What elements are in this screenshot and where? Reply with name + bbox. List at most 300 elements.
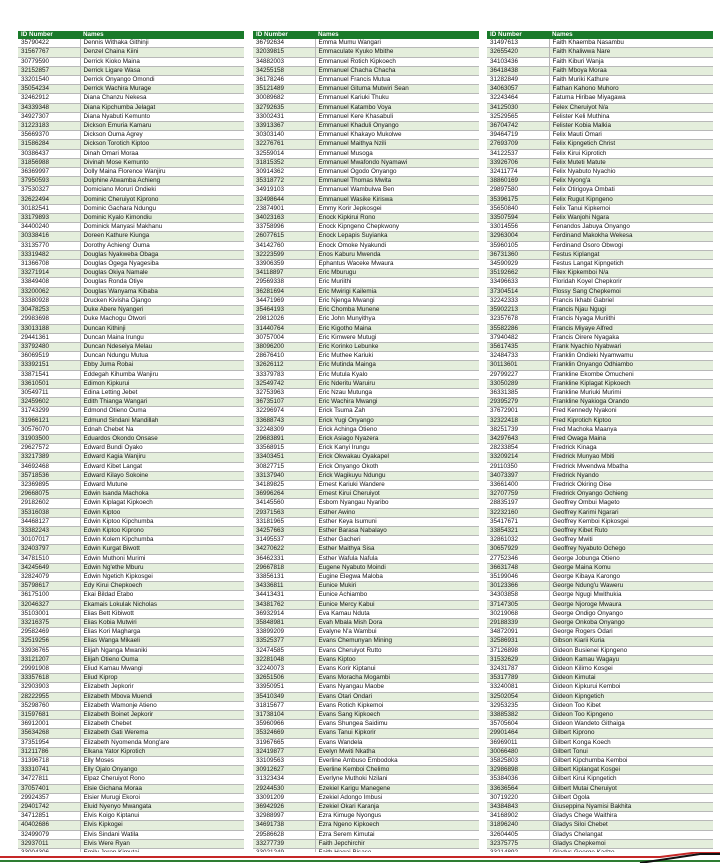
name-cell: Evans Rotich Kipkemoi	[315, 701, 479, 710]
table-row	[18, 701, 244, 710]
name-cell: Edwin Kurgat Biwott	[80, 545, 244, 554]
name-cell: Eric Chomba Munene	[315, 306, 479, 315]
name-cell: Emmanuel Musoga	[315, 149, 479, 158]
id-number-cell: 29395279	[487, 398, 549, 407]
name-cell: Eunice Mercy Kabui	[315, 600, 479, 609]
table-row	[487, 692, 713, 701]
name-cell: Franklin Onyango Odhiambo	[549, 361, 713, 370]
name-cell: Elvis Sindani Watila	[80, 830, 244, 839]
id-number-cell: 35634268	[18, 729, 80, 738]
id-number-cell: 38096200	[253, 342, 315, 351]
id-number-cell: 30219068	[487, 609, 549, 618]
table-row	[487, 821, 713, 830]
id-number-cell: 35417671	[487, 517, 549, 526]
name-cell: Emmanuel Rotich Kipkoech	[315, 57, 479, 66]
name-cell: Festus Kiplangat	[549, 250, 713, 259]
id-number-cell: 31586284	[18, 140, 80, 149]
name-cell: Elly Ojalo Onyango	[80, 766, 244, 775]
table-row	[487, 701, 713, 710]
name-cell: Edwin Kiptoo Kipchumba	[80, 517, 244, 526]
name-cell: Dominick Manyasi Makhanu	[80, 223, 244, 232]
id-number-cell: 35705604	[487, 720, 549, 729]
table-row	[253, 747, 479, 756]
name-cell: Fredrick Kinaga	[549, 444, 713, 453]
table-row	[253, 122, 479, 131]
name-cell: Francis Njau Ngugi	[549, 306, 713, 315]
id-number-cell: 37147305	[487, 600, 549, 609]
table-row	[253, 48, 479, 57]
name-cell: Felix Wanjohi Ngara	[549, 214, 713, 223]
name-cell: Geoffrey Nyabuto Ochego	[549, 545, 713, 554]
name-cell: Gideon Busienei Kipngeno	[549, 646, 713, 655]
id-number-cell: 32046327	[18, 600, 80, 609]
name-cell: Frankline Nyakioga Orando	[549, 398, 713, 407]
name-cell: Felix Rugut Kipngeno	[549, 195, 713, 204]
table-row	[18, 784, 244, 793]
table-row	[253, 453, 479, 462]
table-row	[253, 278, 479, 287]
name-cell: Emmanuel Ogodo Onyango	[315, 168, 479, 177]
name-cell: Gideon Wandeto Githaiga	[549, 720, 713, 729]
id-number-cell: 35410349	[253, 692, 315, 701]
name-cell: Derrick Kioko Maina	[80, 57, 244, 66]
id-number-cell: 29182602	[18, 499, 80, 508]
id-number-cell: 35669370	[18, 131, 80, 140]
name-cell: Esther Keya Isumuni	[315, 517, 479, 526]
id-number-cell: 34118897	[253, 269, 315, 278]
table-row	[18, 112, 244, 121]
name-cell: Eliud Kiprop	[80, 674, 244, 683]
name-cell: Duncan Kithinji	[80, 324, 244, 333]
name-cell: Fredrick Munyao Mbiti	[549, 453, 713, 462]
id-number-cell: 30113601	[487, 361, 549, 370]
table-row	[18, 149, 244, 158]
id-number-cell: 31903500	[18, 434, 80, 443]
table-row	[18, 766, 244, 775]
id-number-cell: 35103001	[18, 609, 80, 618]
name-cell: Esther Awino	[315, 508, 479, 517]
id-number-cell: 32431787	[487, 665, 549, 674]
name-cell: Francis Miyaye Alfred	[549, 324, 713, 333]
id-number-cell: 35617435	[487, 342, 549, 351]
table-row	[487, 103, 713, 112]
name-cell: Elizabeth Gati Werema	[80, 729, 244, 738]
id-number-cell: 38860169	[487, 177, 549, 186]
id-number-cell: 33179893	[18, 214, 80, 223]
id-number-cell: 33950951	[253, 683, 315, 692]
id-number-cell: 29683891	[253, 434, 315, 443]
name-cell: Fenandos Jabuya Onyango	[549, 223, 713, 232]
table-row	[253, 563, 479, 572]
name-cell: Emma Mumu Wangari	[315, 39, 479, 48]
table-row	[253, 839, 479, 848]
name-cell: Evans Chemunyan Mining	[315, 637, 479, 646]
table-row	[253, 434, 479, 443]
table-row	[18, 269, 244, 278]
name-cell: Evans Sang Kipkoech	[315, 711, 479, 720]
table-row	[253, 812, 479, 821]
column-1	[18, 31, 244, 858]
table-row	[253, 591, 479, 600]
name-cell: Enock Kipkirui Rono	[315, 214, 479, 223]
names-table-3	[487, 31, 713, 858]
id-number-cell: 32248309	[253, 425, 315, 434]
name-cell: Faith Mboya Moraa	[549, 66, 713, 75]
name-cell: Eric Nderitu Waruiru	[315, 379, 479, 388]
id-number-cell: 32824079	[18, 572, 80, 581]
name-cell: Emmanuel Khaduli Onyango	[315, 122, 479, 131]
name-cell: Eric Muriithi	[315, 278, 479, 287]
table-row	[487, 140, 713, 149]
table-row	[487, 591, 713, 600]
table-row	[253, 306, 479, 315]
table-row	[487, 186, 713, 195]
id-number-cell: 36731360	[487, 250, 549, 259]
name-cell: Fred Machoka Maanya	[549, 425, 713, 434]
id-number-cell: 34471969	[253, 296, 315, 305]
id-number-cell: 33379783	[253, 370, 315, 379]
id-number-cell: 32963004	[487, 232, 549, 241]
id-number-cell: 33137940	[253, 471, 315, 480]
table-row	[487, 361, 713, 370]
id-number-cell: 32707759	[487, 490, 549, 499]
name-cell: Ernest Kariuki Wandere	[315, 480, 479, 489]
table-row	[18, 425, 244, 434]
table-row	[18, 416, 244, 425]
table-row	[487, 287, 713, 296]
table-row	[253, 480, 479, 489]
name-cell: Elizabeth Jepkorir	[80, 683, 244, 692]
name-cell: Ekamais Lokulak Nicholas	[80, 600, 244, 609]
table-row	[487, 637, 713, 646]
table-row	[487, 416, 713, 425]
table-row	[253, 674, 479, 683]
id-number-cell: 34381762	[253, 600, 315, 609]
id-number-cell: 33181965	[253, 517, 315, 526]
name-cell: Ezra Ngeno Kipkoech	[315, 821, 479, 830]
table-row	[253, 729, 479, 738]
table-row	[253, 711, 479, 720]
table-row	[487, 315, 713, 324]
id-number-cell: 32223599	[253, 250, 315, 259]
name-cell: Enock Omoke Nyakundi	[315, 241, 479, 250]
table-row	[18, 471, 244, 480]
id-number-cell: 28835197	[487, 499, 549, 508]
name-cell: Elizabeth Chebet	[80, 720, 244, 729]
name-cell: Gideon Too Kibet	[549, 701, 713, 710]
id-number-cell: 33661400	[487, 480, 549, 489]
table-row	[18, 444, 244, 453]
id-number-cell: 32375775	[487, 839, 549, 848]
table-row	[253, 158, 479, 167]
names-table-2	[253, 31, 479, 858]
id-number-cell: 35298760	[18, 701, 80, 710]
id-number-cell: 37057401	[18, 784, 80, 793]
name-cell: Esther Wafula Nafula	[315, 554, 479, 563]
table-row	[18, 499, 244, 508]
table-row	[487, 333, 713, 342]
id-number-cell: 34257663	[253, 526, 315, 535]
id-number-cell: 32953235	[487, 701, 549, 710]
name-cell: Eduardos Okondo Onsase	[80, 434, 244, 443]
table-row	[253, 214, 479, 223]
name-cell: Edward Kagia Wanjiru	[80, 453, 244, 462]
name-cell: Edwin Ngetich Kipkosgei	[80, 572, 244, 581]
name-cell: Felix Otirigoya Ombati	[549, 186, 713, 195]
id-number-cell: 35192662	[487, 269, 549, 278]
table-row	[487, 379, 713, 388]
table-row	[487, 839, 713, 848]
table-row	[253, 379, 479, 388]
id-number-cell: 33200062	[18, 287, 80, 296]
id-number-cell: 33091209	[253, 793, 315, 802]
name-cell: Divinah Mose Kemunto	[80, 158, 244, 167]
table-row	[487, 683, 713, 692]
table-row	[253, 149, 479, 158]
name-cell: Gideon Kipngetich	[549, 692, 713, 701]
table-row	[253, 830, 479, 839]
table-row	[487, 204, 713, 213]
id-number-cell: 27752346	[487, 554, 549, 563]
name-cell: Frankline Muriuki Murimi	[549, 388, 713, 397]
name-cell: Gideon Kilimo Kosgei	[549, 665, 713, 674]
id-number-cell: 35324669	[253, 729, 315, 738]
name-cell: Emmanuel Khakayo Mukolwe	[315, 131, 479, 140]
table-row	[487, 711, 713, 720]
table-row	[253, 296, 479, 305]
table-row	[18, 204, 244, 213]
id-number-cell: 31282849	[487, 76, 549, 85]
id-number-cell: 36942926	[253, 803, 315, 812]
id-number-cell: 33319482	[18, 250, 80, 259]
id-number-cell: 32502054	[487, 692, 549, 701]
table-row	[487, 48, 713, 57]
id-number-cell: 36331385	[487, 388, 549, 397]
name-cell: Faith Khaemba Nasambu	[549, 39, 713, 48]
table-row	[253, 287, 479, 296]
table-header-row	[18, 31, 244, 39]
table-row	[253, 112, 479, 121]
id-number-cell: 35396175	[487, 195, 549, 204]
table-header-row	[487, 31, 713, 39]
name-cell: Erick Onyango Okoth	[315, 462, 479, 471]
table-row	[253, 462, 479, 471]
id-number-cell: 32474585	[253, 646, 315, 655]
table-row	[253, 490, 479, 499]
name-cell: Edy Kirui Chepkoech	[80, 582, 244, 591]
id-number-cell: 31815352	[253, 158, 315, 167]
table-row	[487, 131, 713, 140]
table-row	[487, 66, 713, 75]
name-cell: Enock Lepapis Suyianka	[315, 232, 479, 241]
table-row	[18, 775, 244, 784]
id-number-cell: 32986898	[487, 766, 549, 775]
name-cell: Ferdinand Makokha Wekesa	[549, 232, 713, 241]
name-cell: Dominic Cheruiyot Kiprono	[80, 195, 244, 204]
id-number-cell: 36792634	[253, 39, 315, 48]
name-cell: Emmanuel Chacha Chacha	[315, 66, 479, 75]
name-cell: Fredrick Mwendwa Mbatha	[549, 462, 713, 471]
id-number-cell: 36631748	[487, 563, 549, 572]
name-cell: Esther Gacheri	[315, 536, 479, 545]
table-row	[18, 241, 244, 250]
table-row	[487, 112, 713, 121]
name-cell: Erick Achinga Otieno	[315, 425, 479, 434]
id-number-cell: 29897580	[487, 186, 549, 195]
id-number-cell: 32604405	[487, 830, 549, 839]
name-cell: Fred Kiprotich Kiptoo	[549, 416, 713, 425]
table-row	[253, 720, 479, 729]
name-cell: Eric Muthee Kariuki	[315, 352, 479, 361]
name-cell: Evalyne N'a Wambui	[315, 628, 479, 637]
id-number-cell: 32519256	[18, 637, 80, 646]
id-number-cell: 33121207	[18, 655, 80, 664]
table-row	[18, 591, 244, 600]
name-cell: Floridah Koyel Chepkorir	[549, 278, 713, 287]
table-row	[18, 168, 244, 177]
id-number-cell: 34255158	[253, 66, 315, 75]
name-cell: Emmanuel Gituma Mutwiri Sean	[315, 85, 479, 94]
table-row	[253, 637, 479, 646]
table-row	[253, 333, 479, 342]
id-number-cell: 28676410	[253, 352, 315, 361]
name-cell: Fathan Kahono Muhoro	[549, 85, 713, 94]
name-cell: Edwin Kiplagat Kipkoech	[80, 499, 244, 508]
name-cell: Ezekiel Adongo Imbusi	[315, 793, 479, 802]
id-number-cell: 36932914	[253, 609, 315, 618]
table-row	[487, 296, 713, 305]
table-row	[18, 306, 244, 315]
table-row	[487, 757, 713, 766]
id-number-cell: 32484733	[487, 352, 549, 361]
id-number-cell: 32549742	[253, 379, 315, 388]
table-row	[253, 655, 479, 664]
name-cell: Evah Mbala Mish Dora	[315, 619, 479, 628]
id-number-cell: 33849408	[18, 278, 80, 287]
name-cell: Erick Wagikuyu Ndungu	[315, 471, 479, 480]
table-row	[487, 76, 713, 85]
table-row	[18, 223, 244, 232]
table-row	[253, 821, 479, 830]
id-number-cell: 33277739	[253, 839, 315, 848]
table-row	[487, 324, 713, 333]
table-row	[18, 453, 244, 462]
name-cell: Dennis Withaka Githinji	[80, 39, 244, 48]
name-cell: Faith Kiburi Wanja	[549, 57, 713, 66]
name-cell: Eric Mutinda Mainga	[315, 361, 479, 370]
name-cell: George Ondigo Onyango	[549, 609, 713, 618]
name-cell: Gladys Chepkemoi	[549, 839, 713, 848]
name-cell: Eric Wachira Mwangi	[315, 398, 479, 407]
id-number-cell: 32622494	[18, 195, 80, 204]
table-row	[487, 572, 713, 581]
name-cell: Eunice Achiambo	[315, 591, 479, 600]
id-number-cell: 36175100	[18, 591, 80, 600]
table-row	[18, 57, 244, 66]
table-row	[18, 582, 244, 591]
name-cell: Domiciano Moruri Ondieki	[80, 186, 244, 195]
table-row	[253, 600, 479, 609]
id-number-cell: 33310741	[18, 766, 80, 775]
id-number-cell: 32322418	[487, 416, 549, 425]
id-number-cell: 29668075	[18, 490, 80, 499]
table-row	[18, 729, 244, 738]
id-number-cell: 31532629	[487, 655, 549, 664]
id-number-header: ID Number	[18, 31, 80, 39]
table-row	[253, 775, 479, 784]
table-row	[487, 122, 713, 131]
name-cell: Duncan Ndeseiya Melau	[80, 342, 244, 351]
table-row	[487, 444, 713, 453]
id-number-cell: 29110350	[487, 462, 549, 471]
id-number-cell: 33913367	[253, 122, 315, 131]
table-row	[18, 370, 244, 379]
table-row	[253, 370, 479, 379]
table-row	[18, 747, 244, 756]
id-number-cell: 29569338	[253, 278, 315, 287]
id-number-cell: 32586931	[487, 637, 549, 646]
table-row	[18, 674, 244, 683]
name-cell: Dolphine Atwamba Achieng	[80, 177, 244, 186]
id-number-cell: 35718536	[18, 471, 80, 480]
name-cell: Drucken Kivisha Ojango	[80, 296, 244, 305]
name-cell: Dominic Gachara Ndungu	[80, 204, 244, 213]
name-cell: Enos Kaburu Mwenda	[315, 250, 479, 259]
name-cell: Edwin Ng'ethe Mburu	[80, 563, 244, 572]
id-number-cell: 34872091	[487, 628, 549, 637]
id-number-cell: 36912001	[18, 720, 80, 729]
table-row	[487, 342, 713, 351]
name-cell: Festus Langat Kipngetich	[549, 260, 713, 269]
id-number-cell: 26077615	[253, 232, 315, 241]
name-cell: Evans Tanui Kipkorir	[315, 729, 479, 738]
name-cell: George Maina Komu	[549, 563, 713, 572]
table-row	[253, 416, 479, 425]
name-cell: Edward Bundi Oyako	[80, 444, 244, 453]
id-number-cell: 31815677	[253, 701, 315, 710]
id-number-cell: 37126898	[487, 646, 549, 655]
id-number-cell: 39464719	[487, 131, 549, 140]
table-row	[18, 315, 244, 324]
name-cell: Erick Yugi Onyango	[315, 416, 479, 425]
table-row	[487, 729, 713, 738]
id-number-cell: 28233854	[487, 444, 549, 453]
table-row	[487, 407, 713, 416]
table-row	[487, 747, 713, 756]
name-cell: Ernest Kirui Cheruiyot	[315, 490, 479, 499]
name-cell: George Onkoba Onyango	[549, 619, 713, 628]
id-number-cell: 36418438	[487, 66, 549, 75]
id-number-cell: 30478253	[18, 306, 80, 315]
id-number-cell: 34384843	[487, 803, 549, 812]
name-cell: Frankline Ekombe Omucheni	[549, 370, 713, 379]
id-number-cell: 33568915	[253, 444, 315, 453]
id-number-cell: 35054234	[18, 85, 80, 94]
id-number-cell: 36069519	[18, 352, 80, 361]
id-number-cell: 36462331	[253, 554, 315, 563]
name-cell: Geoffrey Ombui Mageto	[549, 499, 713, 508]
id-number-cell: 35318772	[253, 177, 315, 186]
table-row	[487, 508, 713, 517]
table-row	[18, 609, 244, 618]
table-row	[18, 683, 244, 692]
table-row	[18, 214, 244, 223]
id-number-cell: 31567767	[18, 48, 80, 57]
table-row	[18, 600, 244, 609]
name-cell: George Rogers Odari	[549, 628, 713, 637]
id-number-cell: 32403797	[18, 545, 80, 554]
name-cell: Fred Owaga Maina	[549, 434, 713, 443]
